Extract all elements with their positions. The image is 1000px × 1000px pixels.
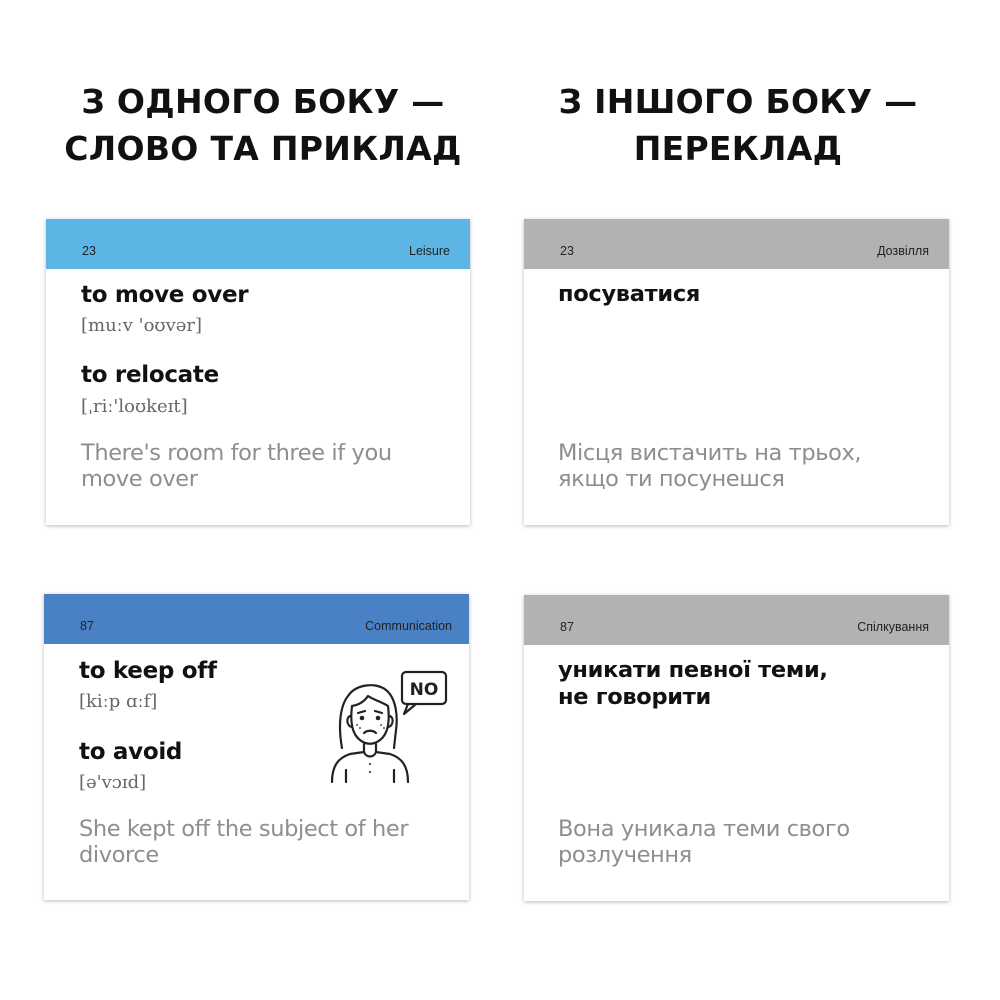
button [369,763,371,765]
term-primary: to move over [81,282,249,308]
term-secondary: to avoid [79,739,183,765]
right-eyebrow [375,711,382,713]
card-number: 23 [82,244,96,258]
front-heading-line-1: З ОДНОГО БОКУ — [81,82,445,121]
freckle [359,727,361,729]
translation [558,657,828,711]
front-side-heading [43,78,483,172]
card-header [524,219,949,269]
example-sentence [79,816,449,868]
transcription-secondary: [ˌriː'loʊkeɪt] [81,396,188,417]
translation [558,281,700,308]
freckle [380,724,382,726]
back-heading-line-1: З ІНШОГО БОКУ — [558,82,918,121]
translation-line: посуватися [558,281,701,307]
face [351,696,388,744]
term-secondary: to relocate [81,362,219,388]
example-line: Місця вистачить на трьох, [558,440,862,466]
card-category: Communication [365,619,452,633]
person-saying-no-icon [330,666,450,791]
card-category: Дозвілля [877,244,929,258]
example-line: divorce [79,842,159,868]
left-eye [361,717,363,719]
example-sentence [81,440,451,492]
card-header [44,594,469,644]
front-heading-line-2: СЛОВО ТА ПРИКЛАД [64,129,462,168]
speech-bubble-tail [404,704,416,714]
example-translation [558,816,928,868]
card-number: 23 [560,244,574,258]
freckle [383,727,385,729]
shoulders [332,752,408,782]
card-header [524,595,949,645]
example-line: There's room for three if you [81,440,392,466]
card-header [46,219,470,269]
bubble-text: NO [409,680,439,700]
flashcard-back-dozvillia[interactable] [524,219,949,525]
flashcard-front-leisure[interactable] [46,219,470,525]
left-eyebrow [358,711,365,713]
back-heading-line-2: ПЕРЕКЛАД [633,129,843,168]
term-primary: to keep off [79,658,217,684]
example-translation [558,440,928,492]
right-eye [377,717,379,719]
card-number: 87 [80,619,94,633]
transcription-primary: [muːv 'oʊvər] [81,315,203,336]
card-category: Спілкування [857,620,929,634]
translation-line: уникати певної теми, [558,657,828,683]
neck [364,744,376,752]
translation-line: не говорити [558,684,711,710]
transcription-primary: [kiːp ɑːf] [79,691,158,712]
back-side-heading [518,78,958,172]
example-line: She kept off the subject of her [79,816,409,842]
example-line: Вона уникала теми свого [558,816,850,842]
button [369,771,371,773]
transcription-secondary: [ə'vɔɪd] [79,772,147,793]
freckle [356,724,358,726]
card-category: Leisure [409,244,450,258]
example-line: розлучення [558,842,692,868]
flashcard-back-spilkuvannia[interactable] [524,595,949,901]
card-number: 87 [560,620,574,634]
frown [364,731,376,733]
example-line: move over [81,466,198,492]
example-line: якщо ти посунешся [558,466,785,492]
flashcard-front-communication[interactable] [44,594,469,900]
